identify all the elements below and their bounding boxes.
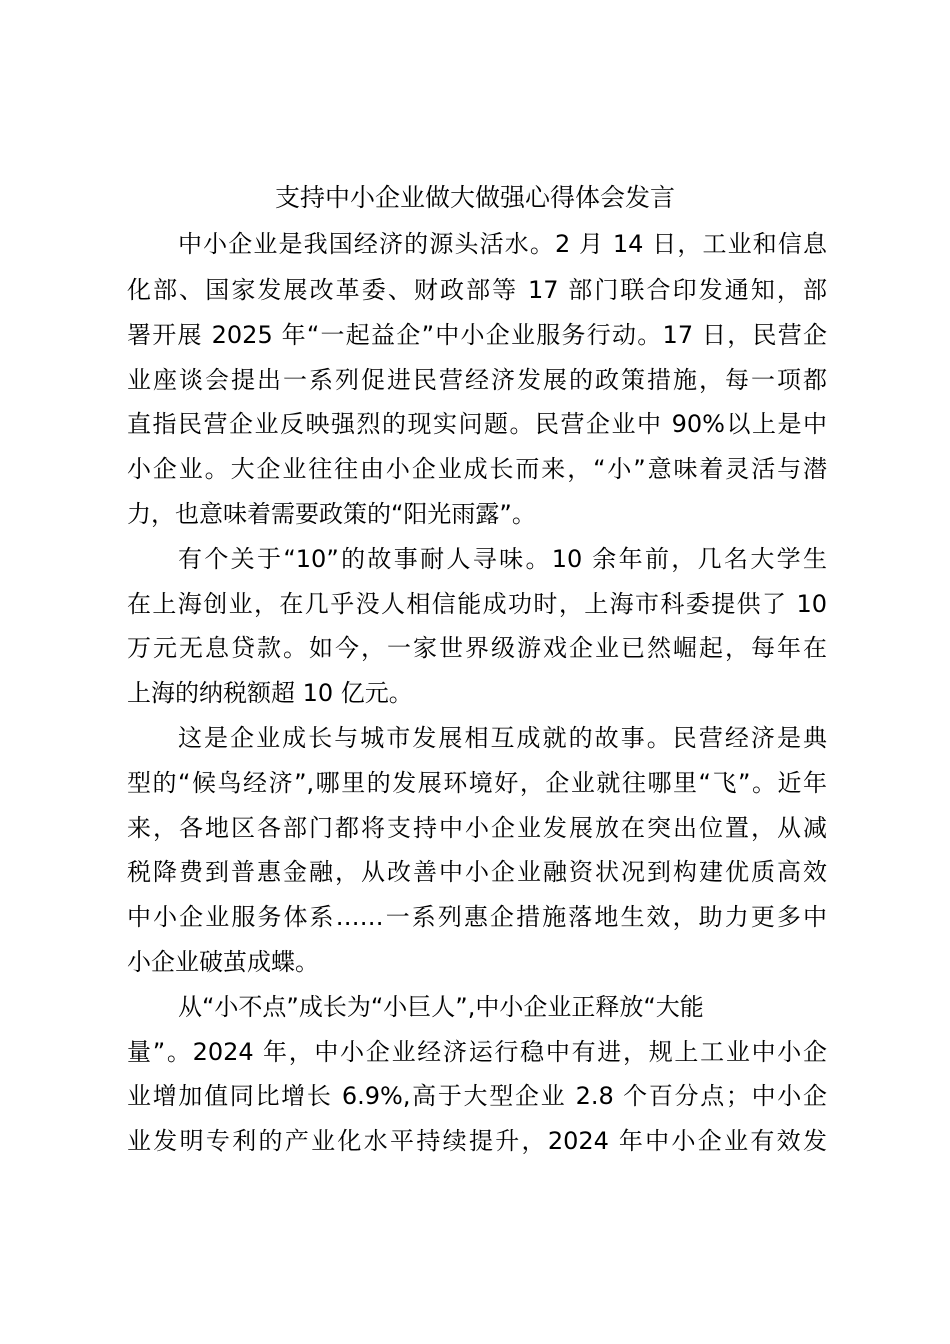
paragraph-2-line-3: 万元无息贷款。如今，一家世界级游戏企业已然崛起，每年在: [127, 634, 827, 662]
paragraph-3-line-6: 小企业破茧成蝶。: [127, 948, 319, 976]
paragraph-4-line-1: 从“小不点”成长为“小巨人”,中小企业正释放“大能: [178, 993, 704, 1021]
paragraph-3-line-4: 税降费到普惠金融，从改善中小企业融资状况到构建优质高效: [127, 858, 827, 886]
paragraph-2-line-4: 上海的纳税额超 10 亿元。: [127, 679, 413, 707]
paragraph-1-line-2: 化部、国家发展改革委、财政部等 17 部门联合印发通知，部: [127, 276, 827, 304]
paragraph-1-line-1: 中小企业是我国经济的源头活水。2 月 14 日，工业和信息: [178, 230, 827, 258]
paragraph-1-line-4: 业座谈会提出一系列促进民营经济发展的政策措施，每一项都: [127, 366, 827, 394]
paragraph-2-line-2: 在上海创业，在几乎没人相信能成功时，上海市科委提供了 10: [127, 590, 827, 618]
paragraph-3-line-5: 中小企业服务体系……一系列惠企措施落地生效，助力更多中: [127, 903, 827, 931]
document-title: 支持中小企业做大做强心得体会发言: [274, 183, 675, 212]
paragraph-4-line-3: 业增加值同比增长 6.9%,高于大型企业 2.8 个百分点；中小企: [127, 1082, 827, 1110]
paragraph-3-line-1: 这是企业成长与城市发展相互成就的故事。民营经济是典: [178, 724, 827, 752]
paragraph-3-line-3: 来，各地区各部门都将支持中小企业发展放在突出位置，从减: [127, 814, 827, 842]
paragraph-4-line-4: 业发明专利的产业化水平持续提升，2024 年中小企业有效发: [127, 1127, 827, 1155]
paragraph-1-line-5: 直指民营企业反映强烈的现实问题。民营企业中 90%以上是中: [127, 410, 827, 438]
paragraph-3-line-2: 型的“候鸟经济”,哪里的发展环境好，企业就往哪里“飞”。近年: [127, 769, 827, 797]
paragraph-2-line-1: 有个关于“10”的故事耐人寻味。10 余年前，几名大学生: [178, 545, 827, 573]
paragraph-1-line-3: 署开展 2025 年“一起益企”中小企业服务行动。17 日，民营企: [127, 321, 827, 349]
paragraph-1-line-7: 力，也意味着需要政策的“阳光雨露”。: [127, 500, 536, 528]
paragraph-1-line-6: 小企业。大企业往往由小企业成长而来，“小”意味着灵活与潜: [127, 455, 827, 483]
paragraph-4-line-2: 量”。2024 年，中小企业经济运行稳中有进，规上工业中小企: [127, 1038, 827, 1066]
